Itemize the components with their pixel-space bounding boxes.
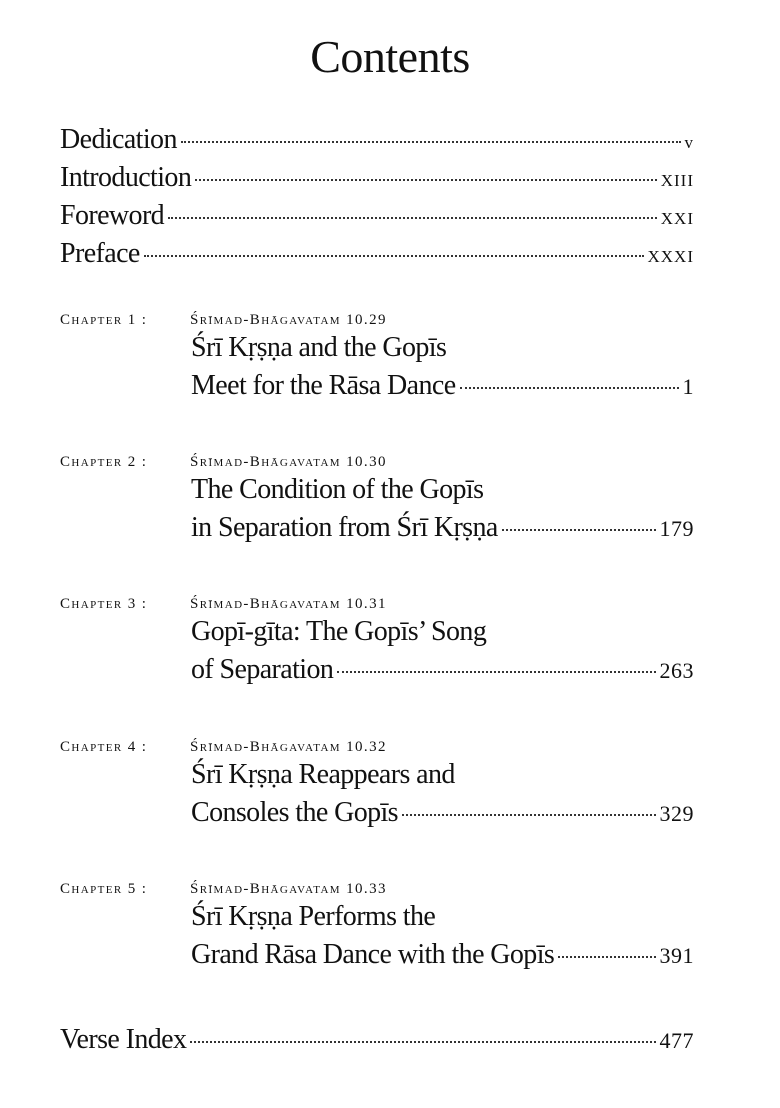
entry-label: Dedication: [60, 124, 177, 155]
toc-entry-preface[interactable]: [60, 238, 694, 270]
entry-label: Foreword: [60, 200, 165, 231]
toc-entry-verse-index[interactable]: [60, 1024, 694, 1056]
dot-leader: [195, 179, 657, 181]
chapter-title-line: Śrī Kṛṣṇa Performs the: [191, 901, 436, 932]
dot-leader: [402, 814, 656, 816]
dot-leader: [337, 671, 655, 673]
chapter-page: 179: [659, 516, 694, 541]
chapter-title-line: Śrī Kṛṣṇa and the Gopīs: [191, 332, 447, 363]
chapter-title-line: Consoles the Gopīs: [191, 797, 398, 828]
chapter-title-line: Gopī-gīta: The Gopīs’ Song: [191, 616, 487, 647]
dot-leader: [190, 1041, 655, 1043]
toc-entry-dedication[interactable]: [60, 124, 694, 156]
chapter-page: 1: [682, 374, 694, 399]
toc-entry-foreword[interactable]: [60, 200, 694, 232]
chapter-title-line: The Condition of the Gopīs: [191, 474, 484, 505]
chapter-source: Śrīmad-Bhāgavatam 10.33: [190, 881, 387, 897]
chapter-number: Chapter 3 :: [60, 596, 148, 612]
entry-page: v: [684, 133, 694, 152]
dot-leader: [181, 141, 681, 143]
dot-leader: [558, 956, 655, 958]
page-title: Contents: [310, 31, 470, 82]
chapter-number: Chapter 5 :: [60, 881, 148, 897]
chapter-source: Śrīmad-Bhāgavatam 10.31: [190, 596, 387, 612]
chapter-title-line: in Separation from Śrī Kṛṣṇa: [191, 512, 498, 543]
dot-leader: [460, 387, 679, 389]
entry-page: XXI: [660, 209, 694, 228]
chapter-page: 391: [659, 943, 694, 968]
entry-page: XIII: [660, 171, 694, 190]
toc-chapter-1[interactable]: [60, 312, 694, 406]
toc-entry-introduction[interactable]: [60, 162, 694, 194]
chapter-number: Chapter 4 :: [60, 739, 148, 755]
chapter-page: 263: [659, 658, 694, 683]
chapter-page: 329: [659, 801, 694, 826]
entry-page: XXXI: [647, 247, 694, 266]
chapter-title-line: Śrī Kṛṣṇa Reappears and: [191, 759, 455, 790]
chapter-title-line: of Separation: [191, 654, 334, 685]
dot-leader: [144, 255, 644, 257]
chapter-title-line: Meet for the Rāsa Dance: [191, 370, 456, 401]
chapter-number: Chapter 2 :: [60, 454, 148, 470]
chapter-source: Śrīmad-Bhāgavatam 10.29: [190, 312, 387, 328]
chapter-source: Śrīmad-Bhāgavatam 10.32: [190, 739, 387, 755]
entry-label: Verse Index: [60, 1024, 187, 1055]
toc-chapter-3[interactable]: [60, 596, 694, 690]
chapter-number: Chapter 1 :: [60, 312, 148, 328]
dot-leader: [502, 529, 656, 531]
toc-chapter-2[interactable]: [60, 454, 694, 548]
chapter-source: Śrīmad-Bhāgavatam 10.30: [190, 454, 387, 470]
toc-chapter-5[interactable]: [60, 881, 694, 975]
entry-label: Preface: [60, 238, 140, 269]
dot-leader: [168, 217, 657, 219]
chapter-title-line: Grand Rāsa Dance with the Gopīs: [191, 939, 555, 970]
entry-page: 477: [659, 1028, 694, 1053]
toc-chapter-4[interactable]: [60, 739, 694, 833]
entry-label: Introduction: [60, 162, 192, 193]
